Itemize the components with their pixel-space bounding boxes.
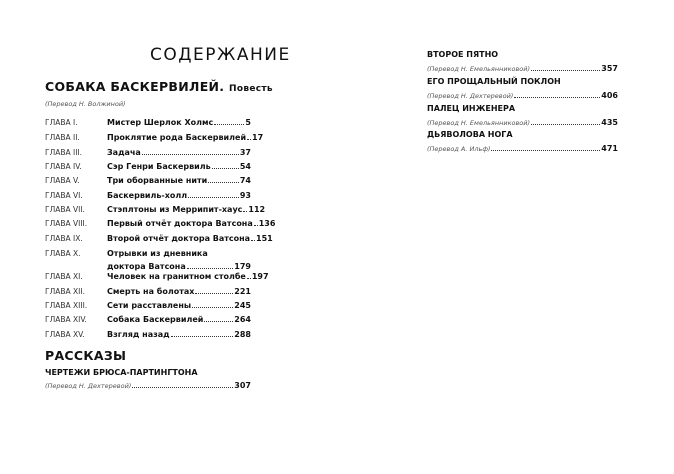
- story-title: ЕГО ПРОЩАЛЬНЫЙ ПОКЛОН: [427, 77, 561, 86]
- chapter-title: Задача: [107, 148, 141, 157]
- chapter-label: ГЛАВА II.: [45, 133, 80, 142]
- stories-heading: РАССКАЗЫ: [45, 348, 127, 363]
- page-number: 74: [239, 176, 251, 185]
- story-translator: (Перевод Н. Дехтеревой): [45, 382, 132, 390]
- page-title: СОДЕРЖАНИЕ: [150, 45, 291, 65]
- story-translator: (Перевод Н. Емельянниковой): [427, 119, 531, 127]
- story-entry: [427, 62, 618, 73]
- chapter-label: ГЛАВА XIV.: [45, 315, 87, 324]
- dot-leader: [171, 336, 234, 337]
- dot-leader: [251, 240, 255, 241]
- chapter-title: Три оборванные нити: [107, 176, 208, 185]
- dot-leader: [132, 387, 233, 388]
- dot-leader: [204, 321, 233, 322]
- chapter-label: ГЛАВА VI.: [45, 191, 83, 200]
- dot-leader: [214, 124, 244, 125]
- chapter-label: ГЛАВА V.: [45, 176, 80, 185]
- chapter-title: Сети расставлены: [107, 301, 192, 310]
- story-translator: (Перевод Н. Емельянниковой): [427, 65, 531, 73]
- chapter-row: [45, 144, 251, 157]
- page-number: 93: [239, 191, 251, 200]
- page-number: 264: [234, 315, 251, 324]
- novel-heading: [45, 79, 273, 94]
- chapter-label: ГЛАВА XIII.: [45, 301, 88, 310]
- novel-genre: Повесть: [229, 84, 273, 94]
- chapter-title: Мистер Шерлок Холмс: [107, 118, 214, 127]
- chapter-title: Взгляд назад: [107, 330, 170, 339]
- chapter-label: ГЛАВА XII.: [45, 287, 85, 296]
- chapter-title: Проклятие рода Баскервилей: [107, 133, 247, 142]
- dot-leader: [254, 225, 258, 226]
- chapter-row: [45, 268, 269, 281]
- dot-leader: [188, 197, 239, 198]
- chapter-label: ГЛАВА XV.: [45, 330, 85, 339]
- chapter-label: ГЛАВА IX.: [45, 234, 83, 243]
- page-number: 112: [248, 205, 266, 214]
- page-number: 37: [239, 148, 251, 157]
- page-number: 54: [239, 162, 251, 171]
- chapter-row: [45, 245, 251, 258]
- chapter-row: [45, 326, 251, 339]
- dot-leader: [514, 97, 600, 98]
- dot-leader: [212, 168, 239, 169]
- dot-leader: [142, 154, 239, 155]
- chapter-row: [45, 172, 251, 185]
- chapter-label: ГЛАВА III.: [45, 148, 83, 157]
- novel-translator: (Перевод Н. Волжиной): [45, 100, 126, 108]
- page-number: 288: [234, 330, 251, 339]
- story-entry: [427, 89, 618, 100]
- chapter-title: Собака Баскервилей: [107, 315, 204, 324]
- page-number: 151: [256, 234, 273, 243]
- chapter-row: [45, 283, 251, 296]
- chapter-title: Стэплтоны из Меррипит-хаус: [107, 205, 243, 214]
- chapter-row: [45, 230, 273, 243]
- chapter-label: ГЛАВА VIII.: [45, 219, 88, 228]
- chapter-title: Сэр Генри Баскервиль: [107, 162, 211, 171]
- chapter-row: [45, 215, 276, 228]
- story-entry: [45, 379, 251, 390]
- page-number: 197: [251, 272, 269, 281]
- chapter-row: [45, 297, 251, 310]
- chapter-title: Отрывки из дневника: [107, 249, 208, 258]
- chapter-title: Второй отчёт доктора Ватсона: [107, 234, 251, 243]
- story-entry: [427, 142, 618, 153]
- dot-leader: [192, 307, 233, 308]
- chapter-title: Человек на гранитном столбе: [107, 272, 246, 281]
- story-title: ПАЛЕЦ ИНЖЕНЕРА: [427, 104, 516, 113]
- page-number: 406: [601, 91, 618, 100]
- chapter-title-line2: доктора Ватсона: [107, 262, 186, 271]
- dot-leader: [243, 211, 247, 212]
- dot-leader: [208, 182, 239, 183]
- story-title: ДЬЯВОЛОВА НОГА: [427, 130, 513, 139]
- chapter-label: ГЛАВА VII.: [45, 205, 85, 214]
- chapter-row: [45, 311, 251, 324]
- dot-leader: [247, 278, 251, 279]
- dot-leader: [195, 293, 233, 294]
- page-number: 307: [234, 381, 251, 390]
- dot-leader: [531, 124, 600, 125]
- story-title: ВТОРОЕ ПЯТНО: [427, 50, 499, 59]
- chapter-label: ГЛАВА IV.: [45, 162, 82, 171]
- chapter-label: ГЛАВА XI.: [45, 272, 83, 281]
- chapter-row: [45, 187, 251, 200]
- page-number: 435: [601, 118, 618, 127]
- page-number: 179: [234, 262, 251, 271]
- page-number: 245: [234, 301, 251, 310]
- novel-title: СОБАКА БАСКЕРВИЛЕЙ.: [45, 79, 225, 94]
- chapter-label: ГЛАВА X.: [45, 249, 81, 258]
- chapter-title: Первый отчёт доктора Ватсона: [107, 219, 253, 228]
- story-title: ЧЕРТЕЖИ БРЮСА-ПАРТИНГТОНА: [45, 368, 198, 377]
- story-entry: [427, 116, 618, 127]
- chapter-row: [45, 201, 266, 214]
- page-number: 221: [234, 287, 251, 296]
- story-translator: (Перевод А. Ильф): [427, 145, 491, 153]
- dot-leader: [247, 139, 251, 140]
- chapter-title: Баскервиль-холл: [107, 191, 188, 200]
- page-number: 5: [245, 118, 251, 127]
- dot-leader: [491, 150, 600, 151]
- page-number: 357: [601, 64, 618, 73]
- chapter-title: Смерть на болотах: [107, 287, 195, 296]
- dot-leader: [531, 70, 600, 71]
- page-number: 17: [252, 133, 264, 142]
- chapter-row: [45, 158, 251, 171]
- story-translator: (Перевод Н. Дехтеревой): [427, 92, 514, 100]
- chapter-label: ГЛАВА I.: [45, 118, 78, 127]
- page-number: 471: [601, 144, 618, 153]
- page-number: 136: [258, 219, 276, 228]
- chapter-row: [45, 114, 251, 127]
- chapter-row: [45, 129, 264, 142]
